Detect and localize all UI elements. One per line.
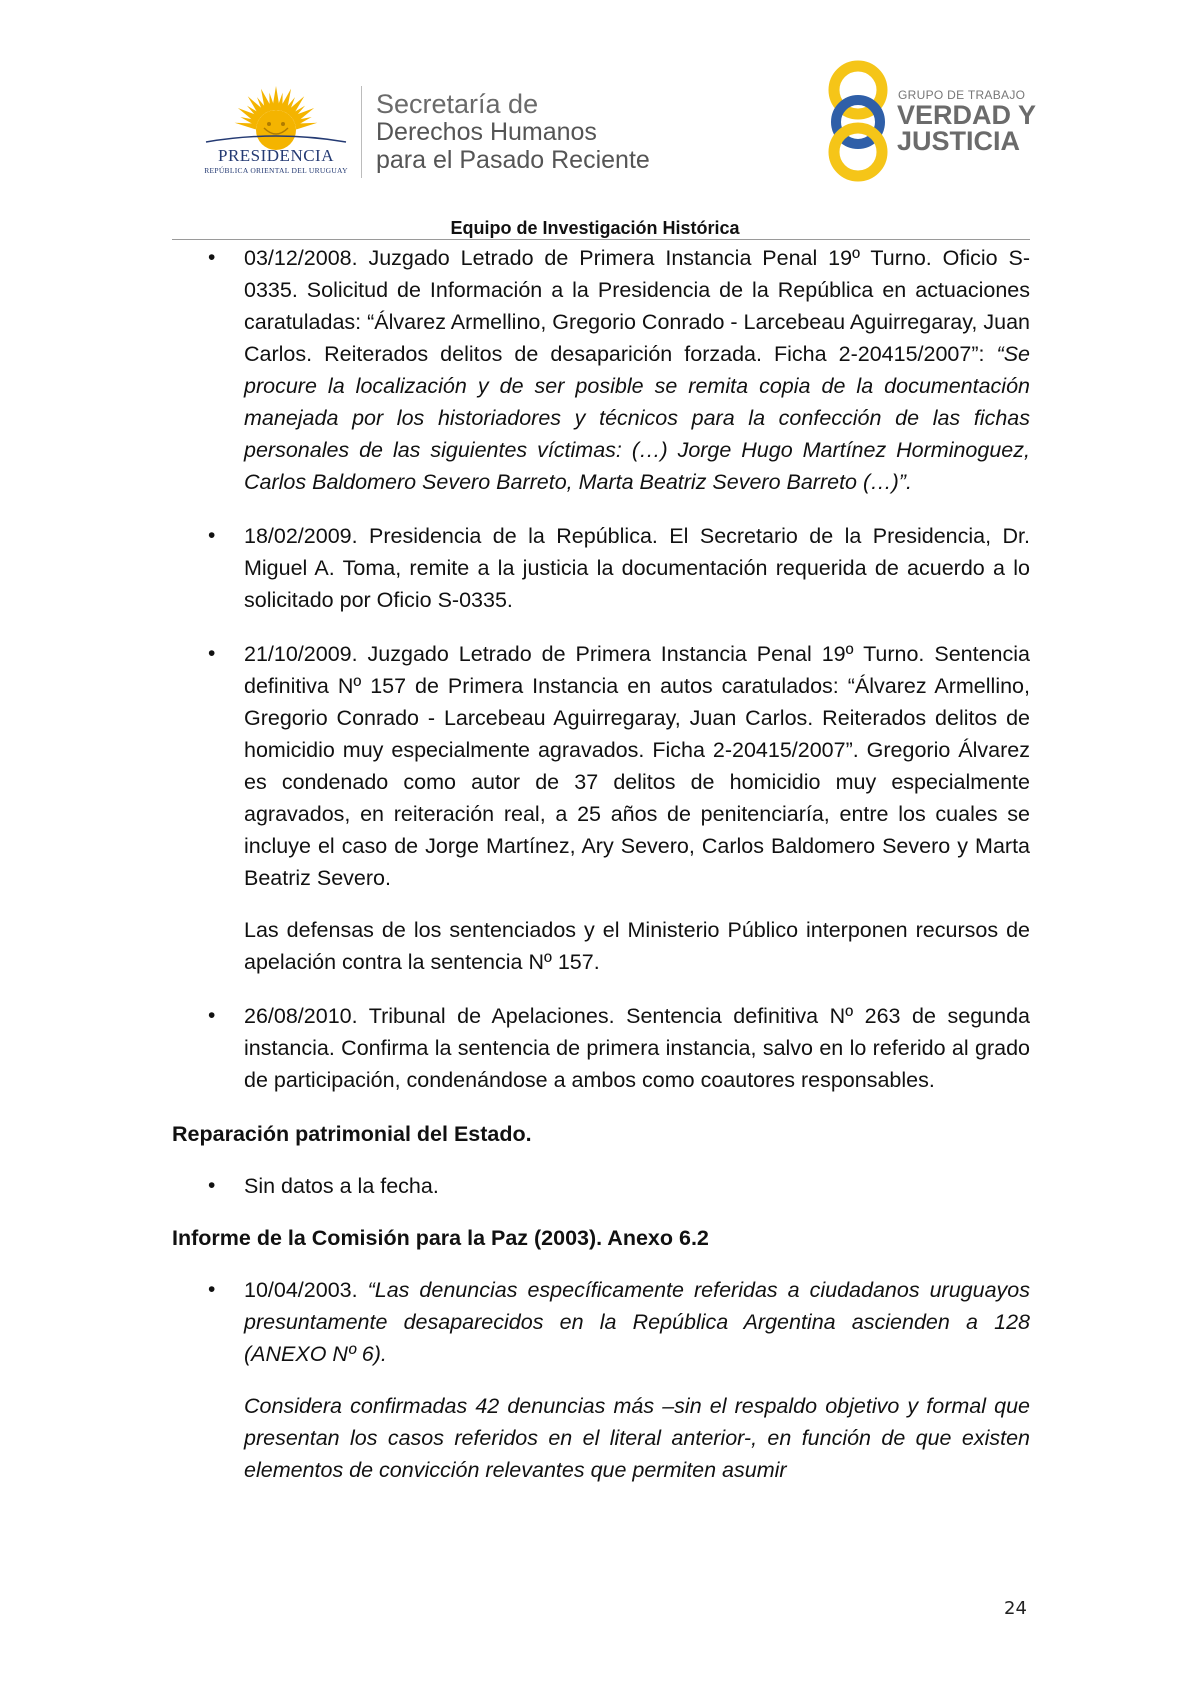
bullet: • bbox=[208, 642, 216, 665]
spacer bbox=[172, 1096, 1030, 1118]
secretaria-line-2: Derechos Humanos bbox=[376, 118, 597, 146]
item-quote: “Las denuncias específicamente referidas a ciudadanos uruguayos presuntamente desaparecidos en la República Argentina ascienden a 128 (ANEXO Nº 6). bbox=[244, 1278, 1030, 1366]
item-text bbox=[244, 1274, 1030, 1370]
spacer bbox=[244, 1370, 1030, 1390]
spacer bbox=[172, 1150, 1030, 1170]
item-text bbox=[244, 242, 1030, 498]
spacer bbox=[172, 1202, 1030, 1222]
spacer bbox=[172, 1254, 1030, 1274]
presidencia-wordmark: PRESIDENCIA bbox=[217, 146, 334, 165]
secretaria-line-3: para el Pasado Reciente bbox=[376, 146, 650, 174]
item-text: 26/08/2010. Tribunal de Apelaciones. Sentencia definitiva Nº 263 de segunda instancia. Confirma la sentencia de primera instancia, salvo en lo referido al grado de participación, condenándose a ambos como coautores responsables. bbox=[244, 1004, 1030, 1092]
item-quote: “Se procure la localización y de ser posible se remita copia de la documentación manejada por los historiadores y técnicos para la confección de las fichas personales de las siguientes víctimas: (…) Jorge Hugo Martínez Horminoguez, Carlos Baldomero Severo Barreto, Marta Beatriz Severo Barreto (…)”. bbox=[244, 342, 1030, 494]
item-followup-quote: Considera confirmadas 42 denuncias más –sin el respaldo objetivo y formal que presentan los casos referidos en el literal anterior-, en función de que existen elementos de convicción relevantes que permiten asumir bbox=[244, 1394, 1030, 1482]
team-label: Equipo de Investigación Histórica bbox=[450, 218, 740, 238]
item-plain-text: 10/04/2003. bbox=[244, 1278, 368, 1302]
spacer bbox=[244, 894, 1030, 914]
list-item bbox=[172, 520, 1030, 616]
presidencia-subtitle: REPÚBLICA ORIENTAL DEL URUGUAY bbox=[204, 166, 348, 175]
bullet: • bbox=[208, 246, 216, 269]
item-text: Sin datos a la fecha. bbox=[244, 1174, 439, 1198]
item-text: 21/10/2009. Juzgado Letrado de Primera Instancia Penal 19º Turno. Sentencia definitiva Nº 157 de Primera Instancia en autos caratulados: “Álvarez Armellino, Gregorio Conrado - Larcebeau Aguirregaray, Juan Carlos. Reiterados delitos de homicidio muy especialmente agravados. Ficha 2-20415/2007”. Gregorio Álvarez es condenado como autor de 37 delitos de homicidio muy especialmente agravados, en reiteración real, a 25 años de penitenciaría, entre los cuales se incluye el caso de Jorge Martínez, Ary Severo, Carlos Baldomero Severo y Marta Beatriz Severo. bbox=[244, 642, 1030, 890]
justicia-line: JUSTICIA bbox=[897, 126, 1021, 156]
logo-divider bbox=[361, 86, 362, 178]
list-item bbox=[172, 1274, 1030, 1486]
verdad-y-line: VERDAD Y bbox=[897, 100, 1037, 130]
secretaria-line-1: Secretaría de bbox=[376, 89, 539, 119]
secretaria-title bbox=[376, 90, 650, 174]
list-item bbox=[172, 1000, 1030, 1096]
section-heading-informe: Informe de la Comisión para la Paz (2003). Anexo 6.2 bbox=[172, 1226, 709, 1250]
section-heading-reparacion: Reparación patrimonial del Estado. bbox=[172, 1122, 532, 1146]
page-header bbox=[0, 0, 1190, 250]
bullet: • bbox=[208, 1174, 216, 1197]
page-number: 24 bbox=[1004, 1598, 1027, 1619]
bullet: • bbox=[208, 1278, 216, 1301]
list-item bbox=[172, 638, 1030, 978]
grupo-de-trabajo-label: GRUPO DE TRABAJO bbox=[898, 88, 1026, 102]
verdad-y-justicia-wordmark bbox=[897, 102, 1036, 154]
verdad-justicia-rings-logo bbox=[818, 58, 898, 182]
spacer bbox=[172, 616, 1030, 638]
bullet: • bbox=[208, 1004, 216, 1027]
item-followup-text bbox=[244, 1390, 1030, 1486]
item-plain-text: 03/12/2008. Juzgado Letrado de Primera Instancia Penal 19º Turno. Oficio S-0335. Solicitud de Información a la Presidencia de la República en actuaciones caratuladas: “Álvarez Armellino, Gregorio Conrado - Larcebeau Aguirregaray, Juan Carlos. Reiterados delitos de desaparición forzada. Ficha 2-20415/2007”: bbox=[244, 246, 1030, 366]
list-item bbox=[172, 1170, 1030, 1202]
item-followup-text: Las defensas de los sentenciados y el Ministerio Público interponen recursos de apelación contra la sentencia Nº 157. bbox=[244, 918, 1030, 974]
bullet: • bbox=[208, 524, 216, 547]
spacer bbox=[172, 498, 1030, 520]
document-body bbox=[172, 242, 1030, 1486]
spacer bbox=[172, 978, 1030, 1000]
header-rule bbox=[172, 239, 1030, 240]
item-text: 18/02/2009. Presidencia de la República. El Secretario de la Presidencia, Dr. Miguel A. Toma, remite a la justicia la documentación requerida de acuerdo a lo solicitado por Oficio S-0335. bbox=[244, 524, 1030, 612]
list-item bbox=[172, 242, 1030, 498]
